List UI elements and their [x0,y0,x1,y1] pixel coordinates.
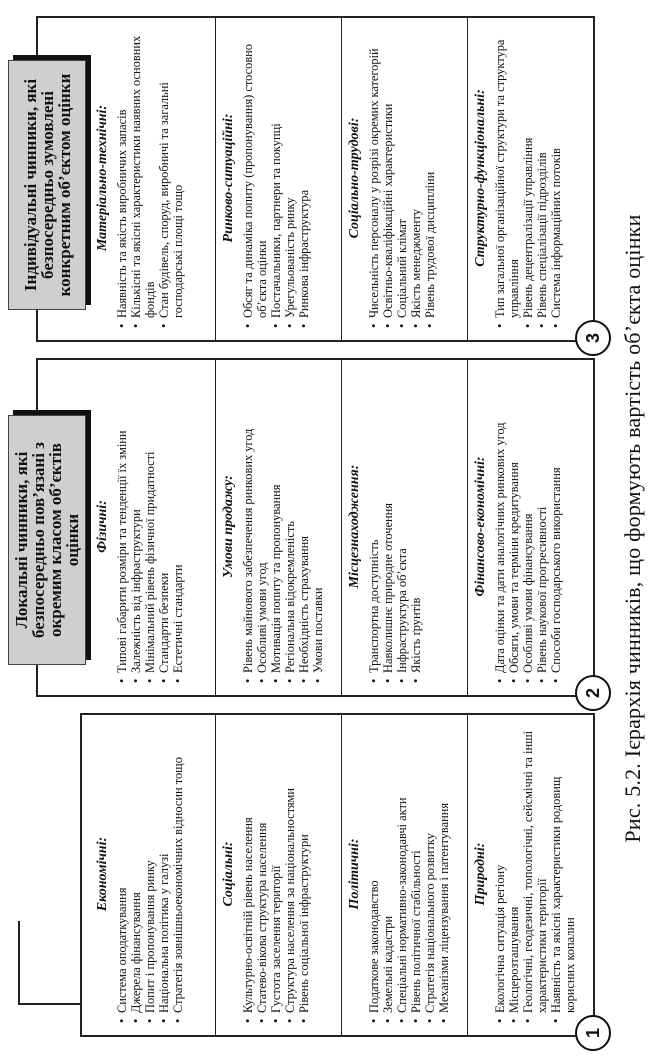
factor-item: • Мотивація попиту та пропонування [269,370,283,683]
factor-item: • Естетичні стандарти [171,370,185,683]
factor-item: • Способи господарського використання [549,370,563,683]
factor-item: • Рівень децентралізації управління [521,28,535,328]
factor-item: • Геологічні, геодезичні, топологічні, сейсмічні та інші характеристики території [521,725,549,1023]
factor-item: • Національна політика у галузі [157,725,171,1023]
factor-item: • Особливі умови угод [255,370,269,683]
factor-item: • Стан будівель, споруд, виробничі та загальні господарські площі тощо [157,28,185,328]
factor-item: • Спеціальні нормативно-законодавчі акти [395,725,409,1023]
factor-item: • Урегульованість ринку [283,28,297,328]
factor-item: • Структура населення за національностями [283,725,297,1023]
group-2-sections [90,360,593,695]
factor-list [241,28,311,328]
figure-caption: Рис. 5.2. Ієрархія чинників, що формують вартість об’єкта оцінки [620,214,645,843]
factor-list [493,28,563,328]
factor-section [215,18,341,340]
factor-section [215,715,341,1035]
factor-item: • Попит і пропонування ринку [143,725,157,1023]
factor-section [341,18,467,340]
section-title: Матеріально-технічні: [95,104,110,252]
factor-list [367,370,423,683]
factor-item: • Культурно-освітній рівень населення [241,725,255,1023]
factor-section [90,360,215,695]
factor-item: • Дата оцінки та дати аналогічних ринкових угод [493,370,507,683]
factor-item: • Місцерозташування [507,725,521,1023]
factor-item: • Стратегія зовнішньоекономічних відносин тощо [171,725,185,1023]
factor-item: • Регіональна відокремленість [283,370,297,683]
factor-item: • Екологічна ситуація регіону [493,725,507,1023]
factor-item: • Особливі умови фінансування [521,370,535,683]
factor-item: • Якість менеджменту [409,28,423,328]
factor-item: • Податкове законодавство [367,725,381,1023]
factor-section [215,360,341,695]
factor-item: • Система оподаткування [115,725,129,1023]
factor-item: • Транспортна доступність [367,370,381,683]
factor-item: • Стандарти безпеки [157,370,171,683]
factor-list [367,28,437,328]
group-3-sections [90,18,593,340]
factor-item: • Соціальний клімат [395,28,409,328]
factor-list [241,370,325,683]
factor-item: • Система інформаційних потоків [549,28,563,328]
factor-section [90,18,215,340]
factor-item: • Інфраструктура об’єкта [395,370,409,683]
factor-group-1 [80,713,603,1039]
factor-list [115,725,185,1023]
factor-group-3 [20,16,603,344]
factor-item: • Густота заселення території [269,725,283,1023]
group-number-3: 3 [575,320,611,356]
factor-list [241,725,311,1023]
group-title-2: Локальні чинники, які безпосередньо пов’язані з окремим класом об’єктів оцінки [8,415,86,665]
section-title: Ринково-ситуаційні: [221,113,236,243]
factor-list [115,370,185,683]
factor-item: • Рівень соціальної інфраструктури [297,725,311,1023]
factor-item: • Постачальники, партнери та покупці [269,28,283,328]
factor-item: • Обсяг та динаміка попиту (пропонування) стосовно об’єкта оцінки [241,28,269,328]
factor-item: • Рівень майнового забезпечення ринкових угод [241,370,255,683]
factor-item: • Освітньо-кваліфікаційні характеристики [381,28,395,328]
section-title: Місцезнаходження: [347,464,362,589]
group-title-3: Індивідуальні чинники, які безпосередньо зумовлені конкретним об’єктом оцінки [8,60,86,310]
factor-item: • Рівень наукової прогресивності [535,370,549,683]
factor-item: • Статево-вікова структура населення [255,725,269,1023]
factor-item: • Наявність та якісні характеристики родовищ корисних копалин [549,725,577,1023]
factor-item: • Типові габарити розміри та тенденції їх зміни [115,370,129,683]
factor-item: • Рівень спеціалізації підрозділів [535,28,549,328]
factor-item: • Чисельність персоналу у розрізі окремих категорій [367,28,381,328]
connector-bracket [18,921,80,1005]
section-title: Природні: [473,842,488,906]
factor-item: • Земельні кадастри [381,725,395,1023]
factor-list [115,28,185,328]
group-1-sections [90,715,593,1035]
factor-section [467,715,593,1035]
factor-section [467,18,593,340]
factor-item: • Якість ґрунтів [409,370,423,683]
section-title: Соціально-трудові: [347,117,362,239]
factor-item: • Необхідність страхування [297,370,311,683]
factor-item: • Ринкова інфраструктура [297,28,311,328]
factor-item: • Рівень політичної стабільності [409,725,423,1023]
section-title: Економічні: [95,836,110,912]
factor-section [341,360,467,695]
factor-item: • Навколишнє природне оточення [381,370,395,683]
section-title: Соціальні: [221,841,236,907]
factor-item: • Обсяги, умови та терміни кредитування [507,370,521,683]
section-title: Фінансово-економічні: [473,456,488,597]
factor-list [493,725,577,1023]
factor-section [341,715,467,1035]
factor-item: • Мінімальний рівень фізичної придатності [143,370,157,683]
section-title: Політичні: [347,838,362,910]
group-number-1: 1 [575,1015,611,1051]
factor-item: • Стратегія національного розвитку [423,725,437,1023]
section-title: Структурно-функціональні: [473,89,488,267]
factor-item: • Кількісні та якісні характеристики наявних основних фондів [129,28,157,328]
factor-section [90,715,215,1035]
factor-group-2 [12,358,603,699]
factor-item: • Тип загальної організаційної структури та структура управління [493,28,521,328]
factor-item: • Рівень трудової дисципліни [423,28,437,328]
factor-section [467,360,593,695]
factor-list [493,370,563,683]
factor-item: • Залежність від інфраструктури [129,370,143,683]
factor-list [367,725,451,1023]
section-title: Фізичні: [95,500,110,553]
factor-item: • Умови поставки [311,370,325,683]
factor-item: • Джерела фінансування [129,725,143,1023]
section-title: Умови продажу: [221,475,236,578]
factor-item: • Механізми ліцензування і патентування [437,725,451,1023]
group-number-2: 2 [575,675,611,711]
factor-item: • Наявність та якість виробничих запасів [115,28,129,328]
